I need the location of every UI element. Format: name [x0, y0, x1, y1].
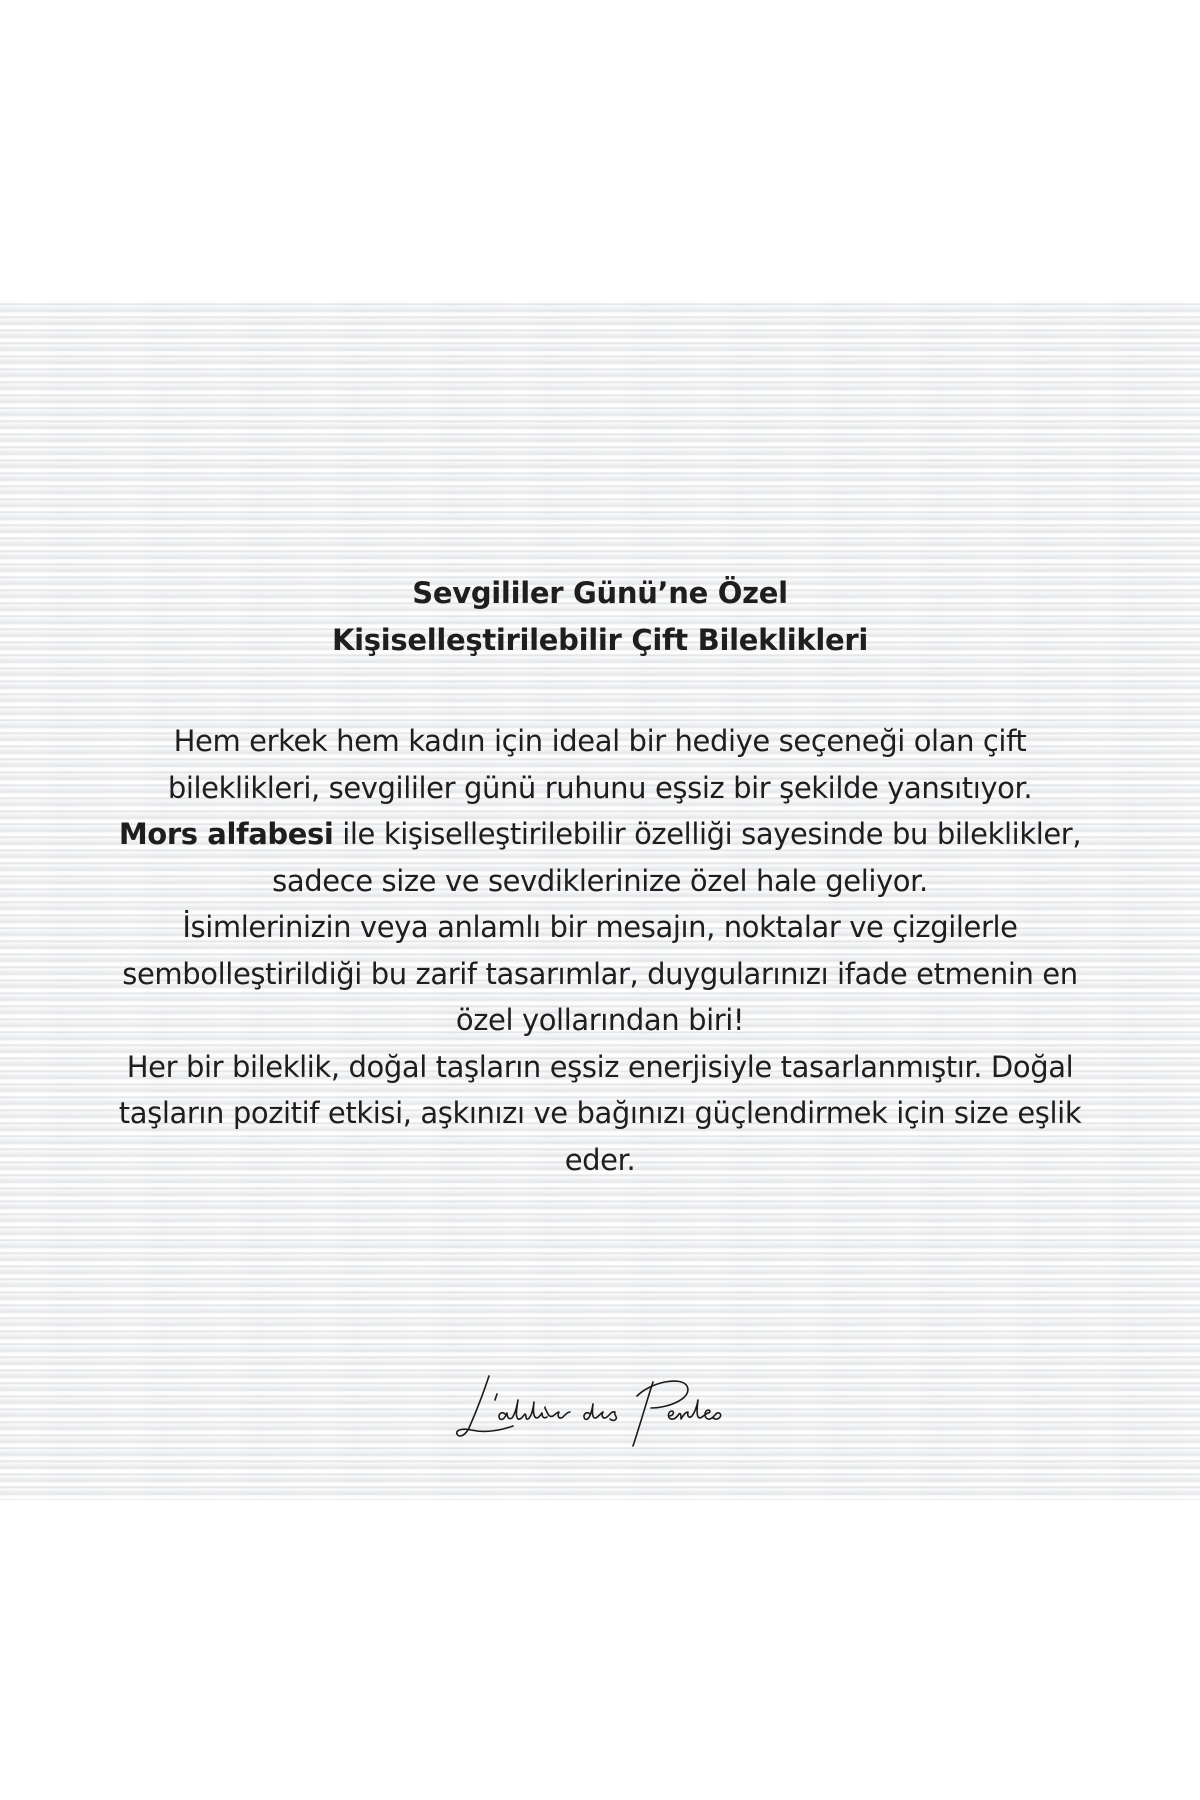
brand-signature-logo [455, 1370, 745, 1450]
body-paragraph-2-bold: Mors alfabesi [118, 817, 334, 851]
body-paragraph-3: İsimlerinizin veya anlamlı bir mesajın, noktalar ve çizgilerle sembolleştirildiği bu zarif tasarımlar, duygularınızı ifade etmenin en özel yollarından biri! [122, 910, 1078, 1037]
body-paragraph-2 [100, 811, 1100, 904]
body-paragraph-1: Hem erkek hem kadın için ideal bir hediye seçeneği olan çift bileklikleri, sevgililer günü ruhunu eşsiz bir şekilde yansıtıyor. [167, 724, 1033, 805]
body-paragraph-4: Her bir bileklik, doğal taşların eşsiz enerjisiyle tasarlanmıştır. Doğal taşların pozitif etkisi, aşkınızı ve bağınızı güçlendirmek için size eşlik eder. [118, 1049, 1082, 1177]
title-line-2: Kişiselleştirilebilir Çift Bileklikleri [331, 623, 869, 657]
text-block [100, 570, 1100, 1183]
body-paragraph-2-rest: ile kişiselleştirilebilir özelliği sayesinde bu bileklikler, sadece size ve sevdiklerinize özel hale geliyor. [272, 817, 1082, 898]
title-line-1: Sevgililer Günü’ne Özel [412, 576, 788, 610]
body-text [100, 718, 1100, 1183]
